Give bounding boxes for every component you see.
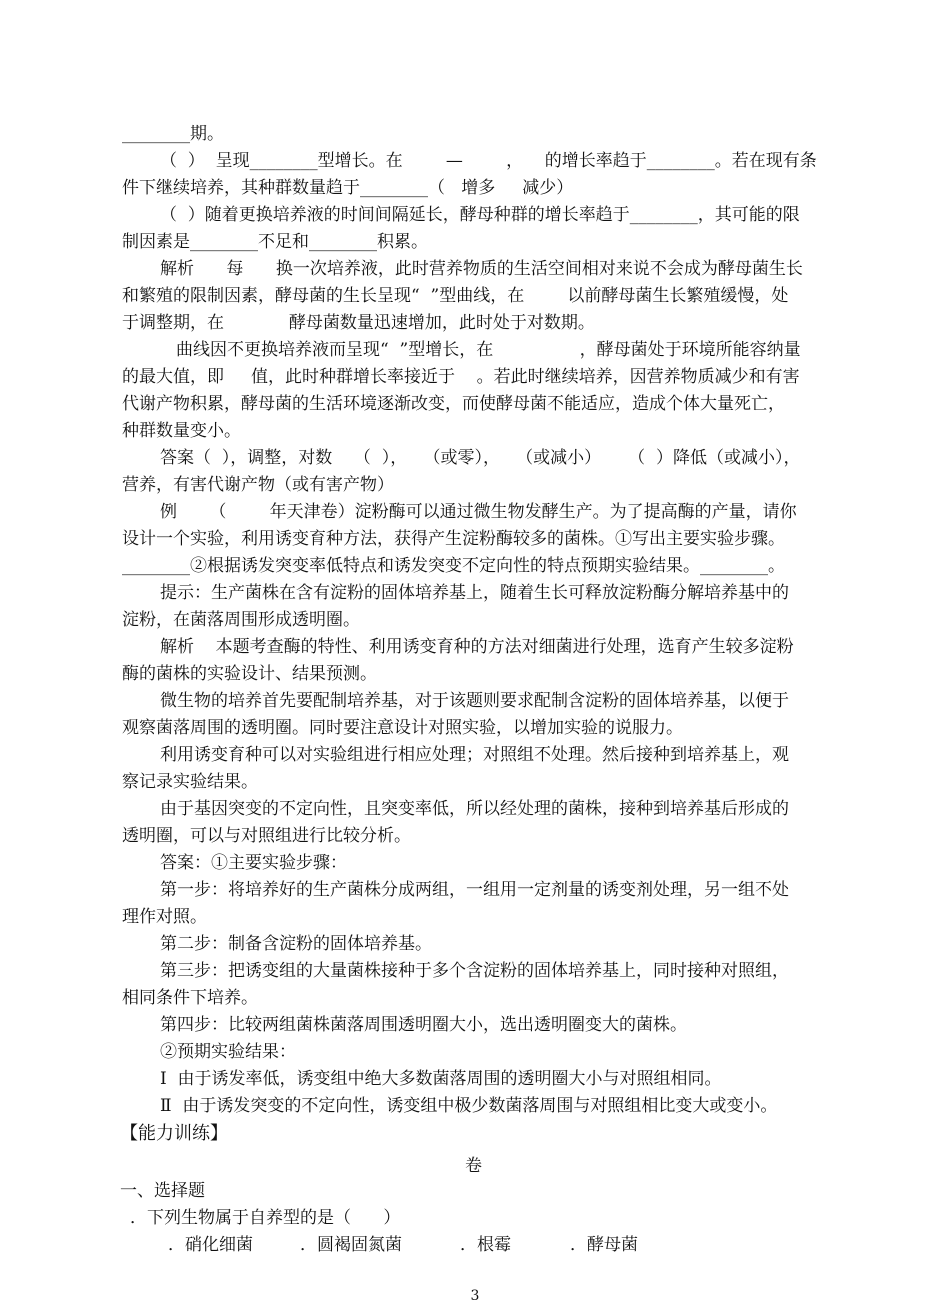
- text-line: 第四步：比较两组菌株菌落周围透明圈大小，选出透明圈变大的菌株。: [160, 1015, 687, 1035]
- text-line: 种群数量变小。: [122, 421, 241, 441]
- text-line: 和繁殖的限制因素，酵母菌的生长呈现“ ”型曲线，在 以前酵母菌生长繁殖缓慢，处: [122, 286, 789, 306]
- part-title: 一、选择题: [120, 1181, 205, 1201]
- text-line: （ ）随着更换培养液的时间间隔延长，酵母种群的增长率趋于________，其可能的限: [160, 205, 800, 225]
- text-line: 件下继续培养，其种群数量趋于________（ 增多 减少）: [122, 178, 574, 198]
- paper-label: 卷: [465, 1156, 482, 1176]
- text-line: 营养，有害代谢产物（或有害产物）: [122, 475, 394, 495]
- text-line: 由于基因突变的不定向性，且突变率低，所以经处理的菌株，接种到培养基后形成的: [160, 799, 789, 819]
- text-line: 的最大值，即 值，此时种群增长率接近于 。若此时继续培养，因营养物质减少和有害: [122, 367, 800, 387]
- text-line: 第一步：将培养好的生产菌株分成两组，一组用一定剂量的诱变剂处理，另一组不处: [160, 880, 789, 900]
- text-line: 透明圈，可以与对照组进行比较分析。: [122, 826, 411, 846]
- text-line: 相同条件下培养。: [122, 988, 258, 1008]
- text-line: ________期。: [122, 124, 224, 144]
- text-line: 察记录实验结果。: [122, 772, 258, 792]
- text-line: 解析 本题考查酶的特性、利用诱变育种的方法对细菌进行处理，选育产生较多淀粉: [160, 637, 794, 657]
- text-line: 解析 每 换一次培养液，此时营养物质的生活空间相对来说不会成为酵母菌生长: [160, 259, 803, 279]
- text-line: ________②根据诱发突变率低特点和诱发突变不定向性的特点预期实验结果。________。: [122, 556, 785, 576]
- text-line: 第二步：制备含淀粉的固体培养基。: [160, 934, 432, 954]
- text-line: 代谢产物积累，酵母菌的生活环境逐渐改变，而使酵母菌不能适应，造成个体大量死亡，: [122, 394, 785, 414]
- text-line: 制因素是________不足和________积累。: [122, 232, 428, 252]
- text-line: 淀粉，在菌落周围形成透明圈。: [122, 610, 360, 630]
- option-b: ．圆褐固氮菌: [300, 1235, 402, 1255]
- text-line: 观察菌落周围的透明圈。同时要注意设计对照实验，以增加实验的说服力。: [122, 718, 683, 738]
- text-line: 第三步：把诱变组的大量菌株接种于多个含淀粉的固体培养基上，同时接种对照组，: [160, 961, 789, 981]
- text-line: 答案（ ），调整，对数 （ ）， （或零）， （或减小） （ ）降低（或减小），: [160, 448, 801, 468]
- text-line: 设计一个实验，利用诱变育种方法，获得产生淀粉酶较多的菌株。①写出主要实验步骤。: [122, 529, 785, 549]
- text-line: 答案：①主要实验步骤：: [160, 853, 347, 873]
- option-c: ．根霉: [460, 1235, 511, 1255]
- text-line: 曲线因不更换培养液而呈现“ ”型增长，在 ，酵母菌处于环境所能容纳量: [176, 340, 801, 360]
- text-line: 例 （ 年天津卷）淀粉酶可以通过微生物发酵生产。为了提高酶的产量，请你: [160, 502, 797, 522]
- section-heading: 【能力训练】: [120, 1123, 228, 1144]
- text-line: 利用诱变育种可以对实验组进行相应处理；对照组不处理。然后接种到培养基上，观: [160, 745, 789, 765]
- option-d: ．酵母菌: [570, 1235, 638, 1255]
- option-a: ．硝化细菌: [168, 1235, 253, 1255]
- text-line: Ⅰ 由于诱发率低，诱变组中绝大多数菌落周围的透明圈大小与对照组相同。: [160, 1069, 722, 1089]
- text-line: 酶的菌株的实验设计、结果预测。: [122, 664, 377, 684]
- text-line: （ ） 呈现________型增长。在 — ， 的增长率趋于________。若在现有条: [160, 151, 817, 171]
- text-line: Ⅱ 由于诱发突变的不定向性，诱变组中极少数菌落周围与对照组相比变大或变小。: [160, 1096, 778, 1116]
- question-text: ．下列生物属于自养型的是（ ）: [130, 1208, 401, 1228]
- text-line: 于调整期，在 酵母菌数量迅速增加，此时处于对数期。: [122, 313, 595, 333]
- text-line: ②预期实验结果：: [160, 1042, 296, 1062]
- page-number: 3: [470, 1288, 480, 1304]
- text-line: 理作对照。: [122, 907, 207, 927]
- text-line: 提示：生产菌株在含有淀粉的固体培养基上，随着生长可释放淀粉酶分解培养基中的: [160, 583, 789, 603]
- text-line: 微生物的培养首先要配制培养基，对于该题则要求配制含淀粉的固体培养基，以便于: [160, 691, 789, 711]
